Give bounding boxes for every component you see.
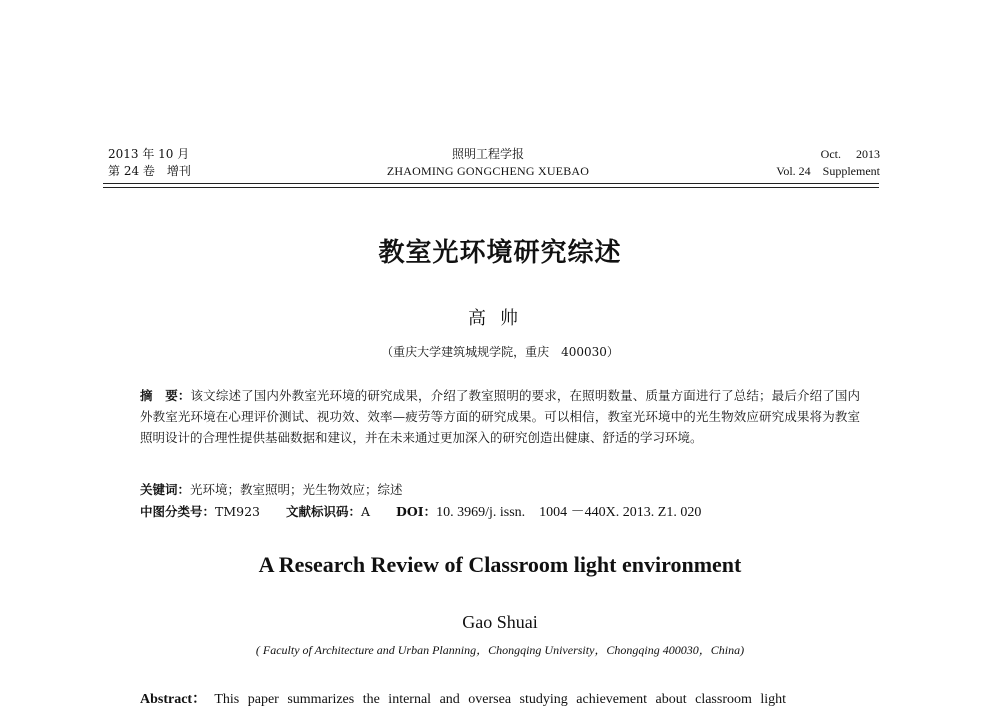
- header-date: 2013 年 10 月: [108, 147, 190, 161]
- journal-name-cn: 照明工程学报: [451, 147, 524, 161]
- header-volume: 第 24 卷 增刊: [108, 164, 191, 178]
- author-name-en: Gao Shuai: [462, 612, 538, 632]
- abstract-cn: [140, 385, 860, 448]
- doi-value: 10. 3969/j. issn. 1004 －440X. 2013. Z1. 020: [436, 505, 702, 520]
- classification-line: [140, 502, 860, 523]
- clc-value: TM923: [215, 504, 261, 519]
- article-title-en: A Research Review of Classroom light environment: [258, 552, 742, 577]
- author-name-cn: 高帅: [468, 308, 532, 329]
- keywords-label-cn: 关键词：: [140, 482, 191, 497]
- header-volume-en: Vol. 24 Supplement: [776, 164, 880, 178]
- abstract-en: [140, 688, 860, 708]
- affiliation-en: ( Faculty of Architecture and Urban Planning，Chongqing University，Chongqing 400030，China): [255, 643, 745, 657]
- abstract-text-cn: 该文综述了国内外教室光环境的研究成果，介绍了教室照明的要求，在照明数量、质量方面进行了总结；最后介绍了国内外教室光环境在心理评价测试、视功效、效率—疲劳等方面的研究成果。可以相信，教室光环境中的光生物效应研究成果将为教室照明设计的合理性提供基础数据和建议，并在未来通过更加深入的研究创造出健康、舒适的学习环境。: [140, 388, 860, 445]
- header-issue-info: [108, 146, 191, 180]
- doc-code-value: A: [361, 504, 371, 519]
- abstract-label-cn: 摘 要：: [140, 388, 191, 403]
- journal-name-en: ZHAOMING GONGCHENG XUEBAO: [386, 164, 590, 178]
- affiliation-cn: （重庆大学建筑城规学院，重庆 400030）: [381, 345, 619, 359]
- header-date-en: Oct. 2013: [820, 147, 880, 161]
- header-journal-name: [300, 146, 676, 180]
- keywords-cn: [140, 480, 860, 500]
- abstract-text-en: This paper summarizes the internal and oversea studying achievement about classroom light: [214, 692, 787, 707]
- clc-label: 中图分类号：: [140, 504, 216, 519]
- header-issue-info-en: [720, 146, 880, 180]
- abstract-label-en: Abstract：: [140, 692, 207, 707]
- header-rule-top: [103, 183, 879, 184]
- keywords-text-cn: 光环境；教室照明；光生物效应；综述: [190, 482, 403, 497]
- header-rule-bottom: [103, 187, 879, 188]
- doi-label: DOI：: [396, 504, 437, 519]
- doc-code-label: 文献标识码：: [286, 504, 362, 519]
- article-title-cn: 教室光环境研究综述: [378, 238, 622, 268]
